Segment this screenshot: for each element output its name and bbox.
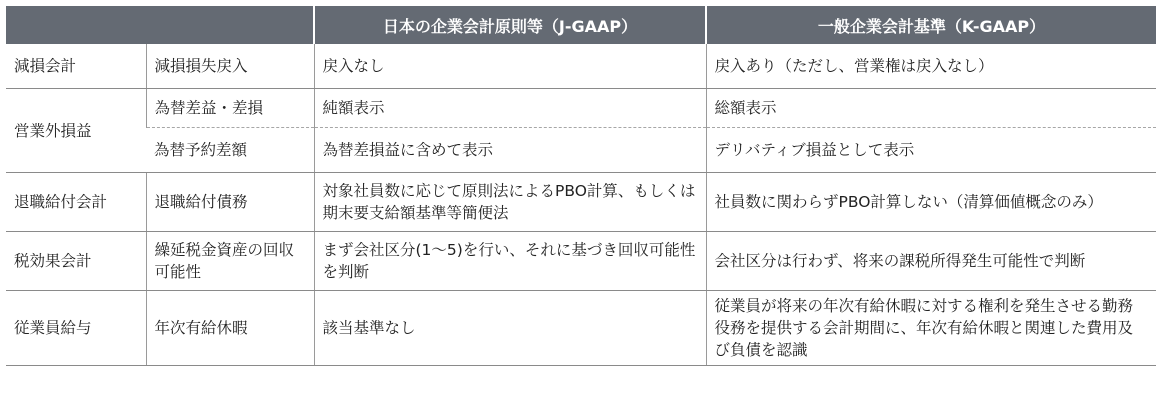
jgaap-cell: まず会社区分(1〜5)を行い、それに基づき回収可能性を判断: [314, 232, 706, 291]
item-cell: 退職給付債務: [146, 173, 314, 232]
table-row: [6, 232, 1156, 291]
jgaap-cell: 純額表示: [314, 89, 706, 128]
table-header-row: [6, 6, 1156, 44]
item-cell: 繰延税金資産の回収可能性: [146, 232, 314, 291]
jgaap-cell: 該当基準なし: [314, 291, 706, 366]
header-category: [6, 6, 146, 44]
item-cell: 為替差益・差損: [146, 89, 314, 128]
table-row: [6, 128, 1156, 173]
item-cell: 年次有給休暇: [146, 291, 314, 366]
category-cell: 退職給付会計: [6, 173, 146, 232]
jgaap-cell: 対象社員数に応じて原則法によるPBO計算、もしくは期末要支給額基準等簡便法: [314, 173, 706, 232]
category-cell: 減損会計: [6, 44, 146, 89]
table-row: [6, 44, 1156, 89]
table-row: [6, 89, 1156, 128]
kgaap-cell: デリバティブ損益として表示: [706, 128, 1156, 173]
category-cell: 従業員給与: [6, 291, 146, 366]
kgaap-cell: 会社区分は行わず、将来の課税所得発生可能性で判断: [706, 232, 1156, 291]
gaap-comparison-table: [6, 6, 1156, 366]
table-row: [6, 291, 1156, 366]
kgaap-cell: 戻入あり（ただし、営業権は戻入なし）: [706, 44, 1156, 89]
kgaap-cell: 従業員が将来の年次有給休暇に対する権利を発生させる勤務役務を提供する会計期間に、年次有給休暇と関連した費用及び負債を認識: [706, 291, 1156, 366]
jgaap-cell: 戻入なし: [314, 44, 706, 89]
item-cell: 為替予約差額: [146, 128, 314, 173]
category-cell: 税効果会計: [6, 232, 146, 291]
header-kgaap: 一般企業会計基準（K-GAAP）: [706, 6, 1156, 44]
item-cell: 減損損失戻入: [146, 44, 314, 89]
header-item: [146, 6, 314, 44]
kgaap-cell: 社員数に関わらずPBO計算しない（清算価値概念のみ）: [706, 173, 1156, 232]
jgaap-cell: 為替差損益に含めて表示: [314, 128, 706, 173]
header-jgaap: 日本の企業会計原則等（J-GAAP）: [314, 6, 706, 44]
kgaap-cell: 総額表示: [706, 89, 1156, 128]
table-row: [6, 173, 1156, 232]
category-cell: 営業外損益: [6, 89, 146, 173]
